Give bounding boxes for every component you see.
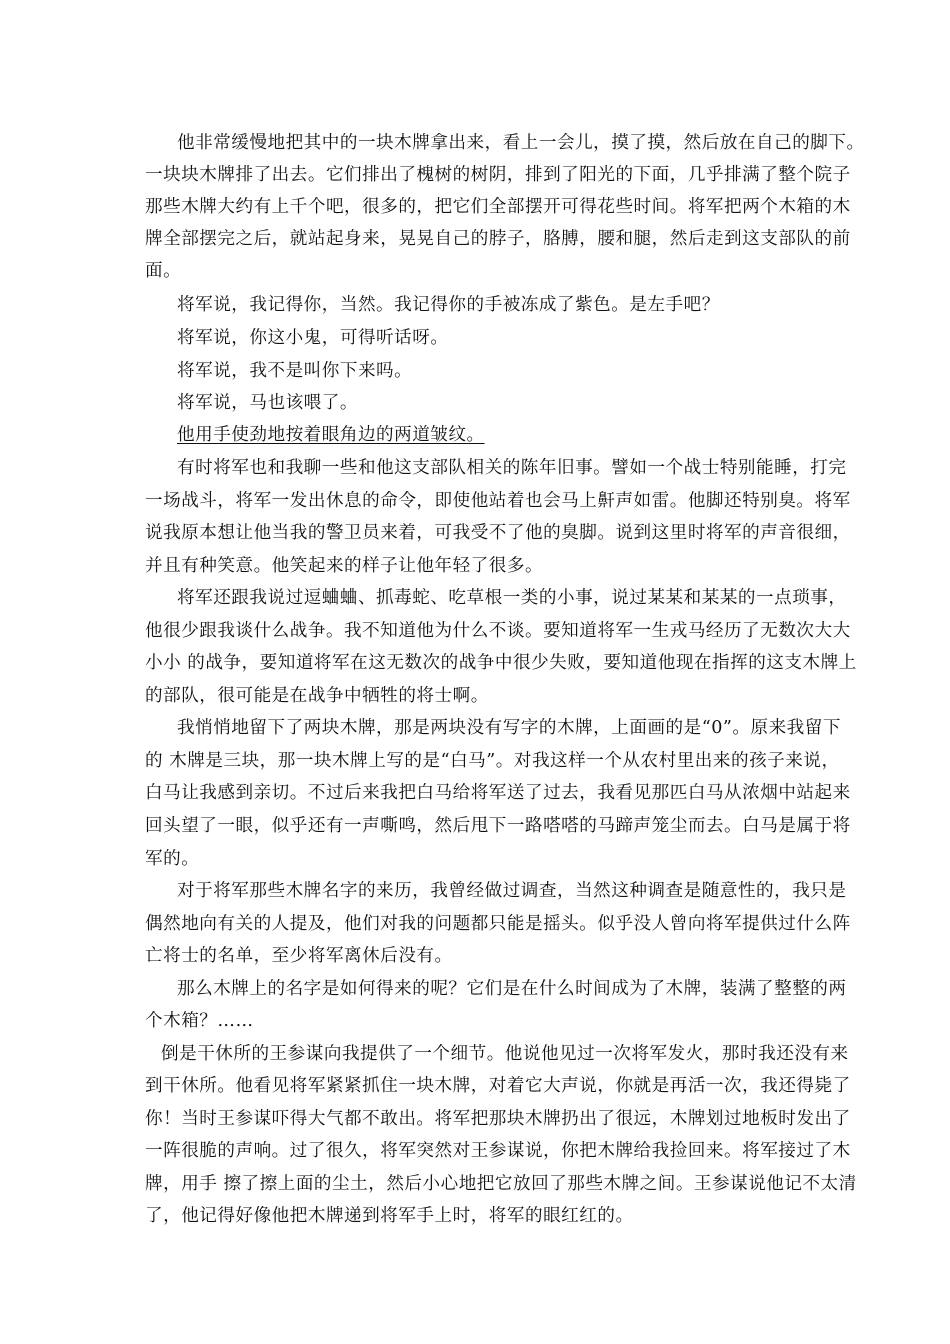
text-line-25: 偶然地向有关的人提及，他们对我的问题都只能是摇头。似乎没人曾向将军提供过什么阵 [145, 914, 851, 934]
text-line-4: 牌全部摆完之后，就站起身来，晃晃自己的脖子，胳膊，腰和腿，然后走到这支部队的前 [145, 229, 851, 249]
text-line-6: 将军说，我记得你，当然。我记得你的手被冻成了紫色。是左手吧？ [177, 295, 720, 315]
text-line-30: 到干休所。他看见将军紧紧抓住一块木牌，对着它大声说，你就是再活一次，我还得毙了 [145, 1076, 851, 1096]
text-line-8: 将军说，我不是叫你下来吗。 [177, 361, 413, 381]
text-line-26: 亡将士的名单，至少将军离休后没有。 [145, 946, 453, 966]
text-line-5: 面。 [145, 261, 182, 281]
text-line-11: 有时将军也和我聊一些和他这支部队相关的陈年旧事。譬如一个战士特别能睡，打完 [177, 458, 847, 478]
text-line-33: 牌，用手 擦了擦上面的尘土，然后小心地把它放回了那些木牌之间。王参谋说他记不太清 [145, 1174, 857, 1194]
text-line-13: 说我原本想让他当我的警卫员来着，可我受不了他的臭脚。说到这里时将军的声音很细， [145, 523, 851, 543]
text-line-16: 他很少跟我谈什么战争。我不知道他为什么不谈。要知道将军一生戎马经历了无数次大大 [145, 621, 851, 641]
text-line-22: 回头望了一眼，似乎还有一声嘶鸣，然后甩下一路嗒嗒的马蹄声笼尘而去。白马是属于将 [145, 816, 851, 836]
text-line-15: 将军还跟我说过逗蛐蛐、抓毒蛇、吃草根一类的小事，说过某某和某某的一点琐事， [177, 588, 847, 608]
text-line-32: 一阵很脆的声响。过了很久，将军突然对王参谋说，你把木牌给我捡回来。将军接过了木 [145, 1141, 851, 1161]
text-line-12: 一场战斗，将军一发出休息的命令，即使他站着也会马上鼾声如雷。他脚还特别臭。将军 [145, 491, 851, 511]
text-line-31: 你！当时王参谋吓得大气都不敢出。将军把那块木牌扔出了很远，木牌划过地板时发出了 [145, 1109, 851, 1129]
text-line-20: 的 木牌是三块，那一块木牌上写的是“白马”。对我这样一个从农村里出来的孩子来说， [145, 751, 840, 771]
text-line-19: 我悄悄地留下了两块木牌，那是两块没有写字的木牌，上面画的是“0”。原来我留下 [177, 718, 841, 738]
text-line-1: 他非常缓慢地把其中的一块木牌拿出来，看上一会儿，摸了摸，然后放在自己的脚下。 [177, 133, 865, 153]
text-line-29: 倒是干休所的王参谋向我提供了一个细节。他说他见过一次将军发火，那时我还没有来 [161, 1044, 849, 1064]
text-line-28: 个木箱？…… [145, 1011, 254, 1031]
text-line-3: 那些木牌大约有上千个吧，很多的，把它们全部摆开可得花些时间。将军把两个木箱的木 [145, 197, 851, 217]
text-line-7: 将军说，你这小鬼，可得听话呀。 [177, 328, 449, 348]
text-line-2: 一块块木牌排了出去。它们排出了槐树的树阴，排到了阳光的下面，几乎排满了整个院子 [145, 165, 851, 185]
text-line-9: 将军说，马也该喂了。 [177, 393, 358, 413]
text-line-14: 并且有种笑意。他笑起来的样子让他年轻了很多。 [145, 556, 544, 576]
underlined-sentence: 他用手使劲地按着眼角边的两道皱纹。 [177, 425, 485, 445]
text-line-34: 了，他记得好像他把木牌递到将军手上时，将军的眼红红的。 [145, 1206, 634, 1226]
text-line-18: 的部队，很可能是在战争中牺牲的将士啊。 [145, 686, 489, 706]
text-line-24: 对于将军那些木牌名字的来历，我曾经做过调查，当然这种调查是随意性的，我只是 [177, 881, 847, 901]
text-line-17: 小小 的战争，要知道将军在这无数次的战争中很少失败，要知道他现在指挥的这支木牌上 [145, 653, 857, 673]
text-line-23: 军的。 [145, 849, 200, 869]
text-line-27: 那么木牌上的名字是如何得来的呢？它们是在什么时间成为了木牌，装满了整整的两 [177, 979, 847, 999]
text-line-21: 白马让我感到亲切。不过后来我把白马给将军送了过去，我看见那匹白马从浓烟中站起来 [145, 783, 851, 803]
